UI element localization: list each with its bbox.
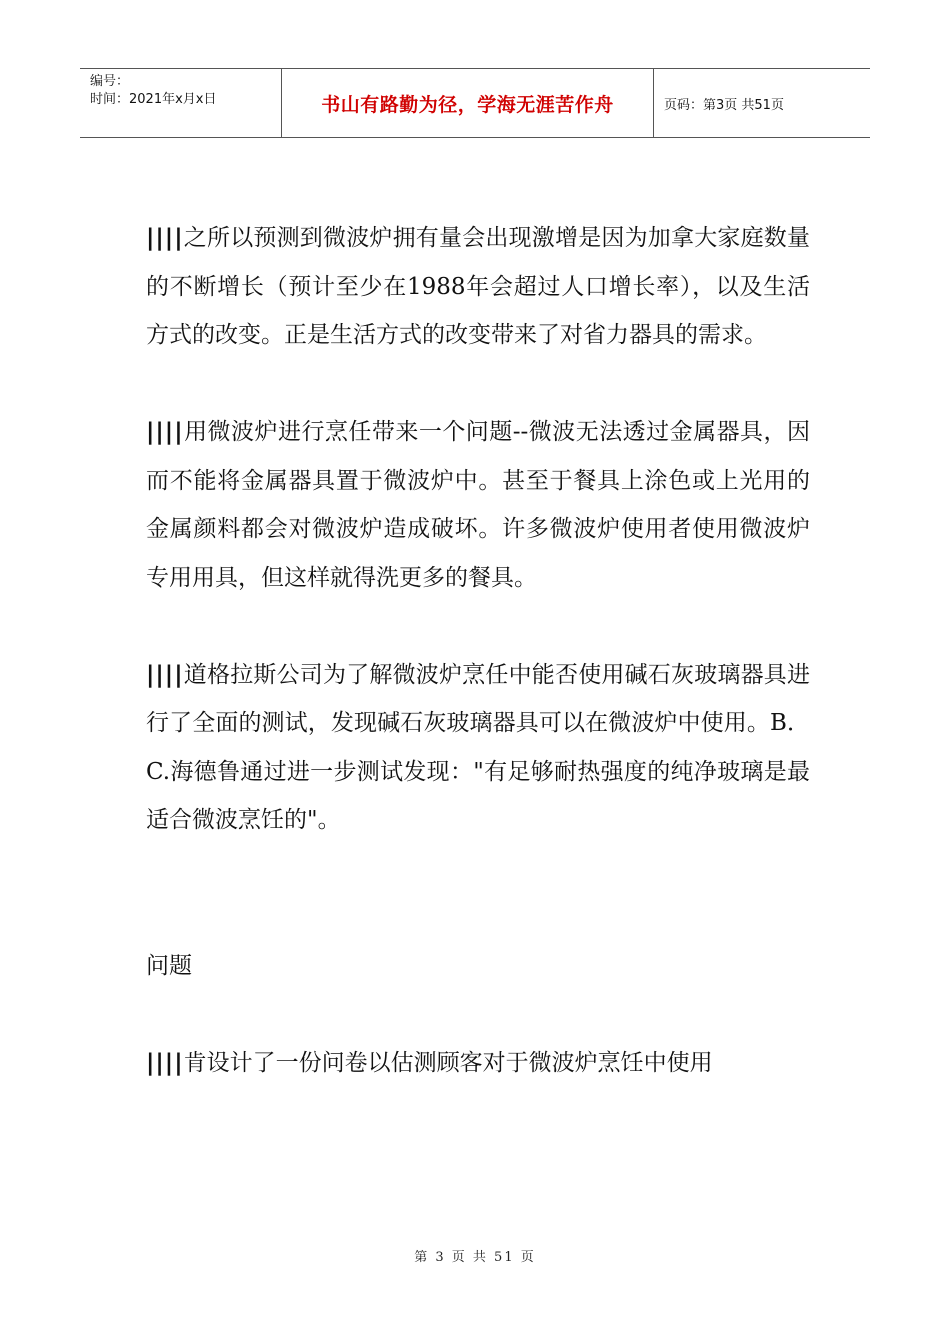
header-meta [80,69,282,137]
motto-text: 书山有路勤为径，学海无涯苦作舟 [321,93,614,116]
page-header [80,68,870,138]
paragraph [146,1039,810,1088]
paragraph-marker: |||| [146,661,184,688]
paragraph-text: 之所以预测到微波炉拥有量会出现激增是因为加拿大家庭数量的不断增长（预计至少在1988年会超过人口增长率），以及生活方式的改变。正是生活方式的改变带来了对省力器具的需求。 [146,225,810,348]
page-label: 页码：第3页 共51页 [664,97,784,113]
document-body [146,214,810,1136]
section-heading: 问题 [146,952,192,979]
blank-line [146,893,810,942]
time-label: 时间：2021年x月x日 [90,92,217,107]
page-footer: 第 3 页 共 51 页 [414,1250,536,1265]
header-motto-cell [282,69,654,137]
header-page-cell [654,69,870,137]
paragraph-marker: |||| [146,1049,184,1076]
paragraph-marker: |||| [146,419,184,445]
paragraph-text: 肯设计了一份问卷以估测顾客对于微波炉烹饪中使用 [183,1049,713,1076]
paragraph [146,214,810,360]
paragraph-marker: |||| [146,225,184,251]
doc-number-label: 编号： [90,74,130,89]
paragraph-text: 道格拉斯公司为了解微波炉烹任中能否使用碱石灰玻璃器具进行了全面的测试，发现碱石灰玻璃器具可以在微波炉中使用。B．C.海德鲁通过进一步测试发现："有足够耐热强度的纯净玻璃是最适合微波烹饪的"。 [146,661,810,833]
paragraph [146,408,810,602]
paragraph-text: 用微波炉进行烹任带来一个问题--微波无法透过金属器具，因而不能将金属器具置于微波炉中。甚至于餐具上涂色或上光用的金属颜料都会对微波炉造成破坏。许多微波炉使用者使用微波炉专用用具，但这样就得洗更多的餐具。 [146,419,810,591]
paragraph [146,651,810,845]
